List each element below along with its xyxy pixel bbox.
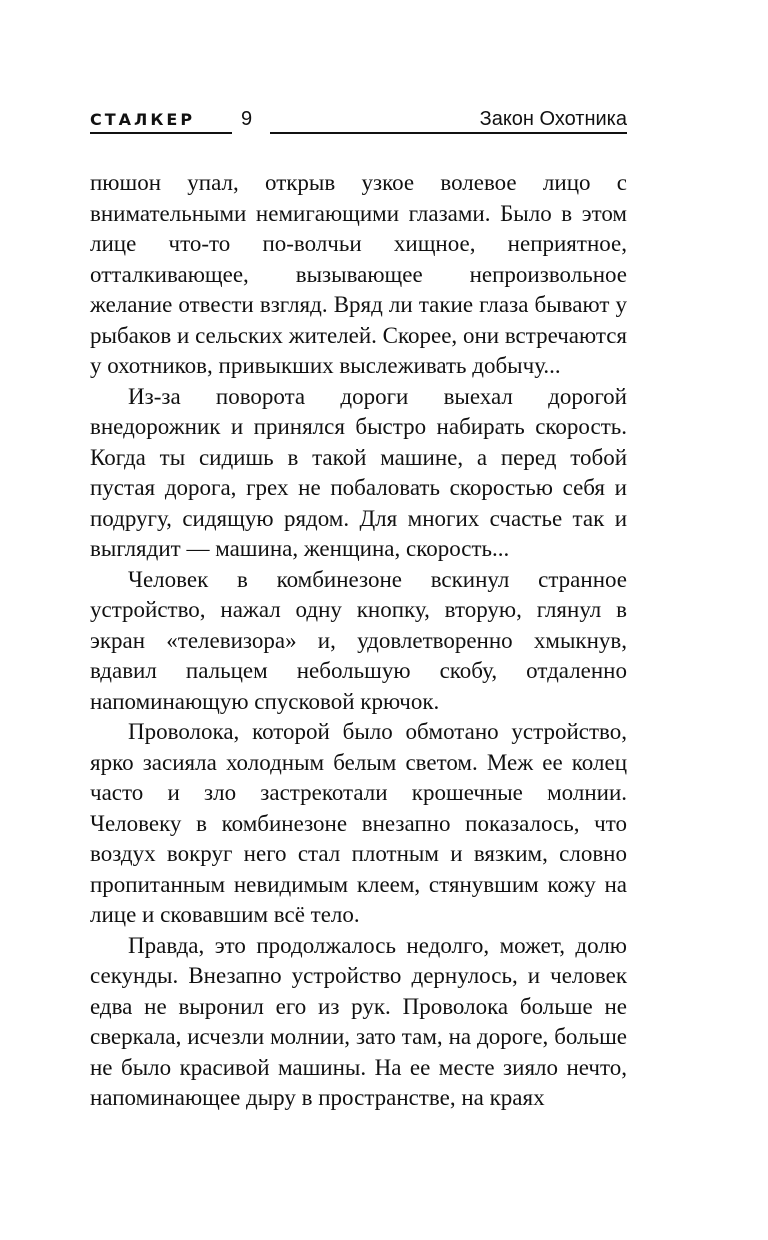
page-number: 9 (241, 108, 253, 130)
header-rule-left (90, 132, 232, 134)
paragraph-1: пюшон упал, открыв узкое волевое лицо с внимательными немигающими глазами. Было в этом лице что-то по-волчьи хищное, неприятное, отталкивающее, вызывающее непроизвольное желание отвести взгляд. Вряд ли такие глаза бывают у рыбаков и сельских жителей. Скорее, они встречаются у охотников, привыкших выслеживать добычу... (90, 170, 627, 378)
series-title: СТАЛКЕР (90, 110, 196, 129)
body-text (90, 168, 627, 1114)
page-header (90, 104, 627, 134)
paragraph-4: Проволока, которой было обмотано устройство, ярко засияла холодным белым светом. Меж ее колец часто и зло застрекотали крошечные молнии. Человеку в комбинезоне внезапно показалось, что воздух вокруг него стал плотным и вязким, словно пропитанным невидимым клеем, стянувшим кожу на лице и сковавшим всё тело. (90, 719, 627, 927)
header-rule-right (270, 132, 627, 134)
paragraph-5: Правда, это продолжалось недолго, может, долю секунды. Внезапно устройство дернулось, и человек едва не выронил его из рук. Проволока больше не сверкала, исчезли молнии, зато там, на дороге, больше не было красивой машины. На ее месте зияло нечто, напоминающее дыру в пространстве, на краях (90, 932, 627, 1110)
paragraph-3: Человек в комбинезоне вскинул странное устройство, нажал одну кнопку, вторую, глянул в экран «телевизора» и, удовлетворенно хмыкнув, вдавил пальцем небольшую скобу, отдаленно напоминающую спусковой крючок. (90, 566, 627, 714)
book-title: Закон Охотника (479, 108, 627, 130)
paragraph-2: Из-за поворота дороги выехал дорогой внедорожник и принялся быстро набирать скорость. Когда ты сидишь в такой машине, а перед тобой пустая дорога, грех не побаловать скоростью себя и подругу, сидящую рядом. Для многих счастье так и выглядит — машина, женщина, скорость... (90, 383, 627, 561)
